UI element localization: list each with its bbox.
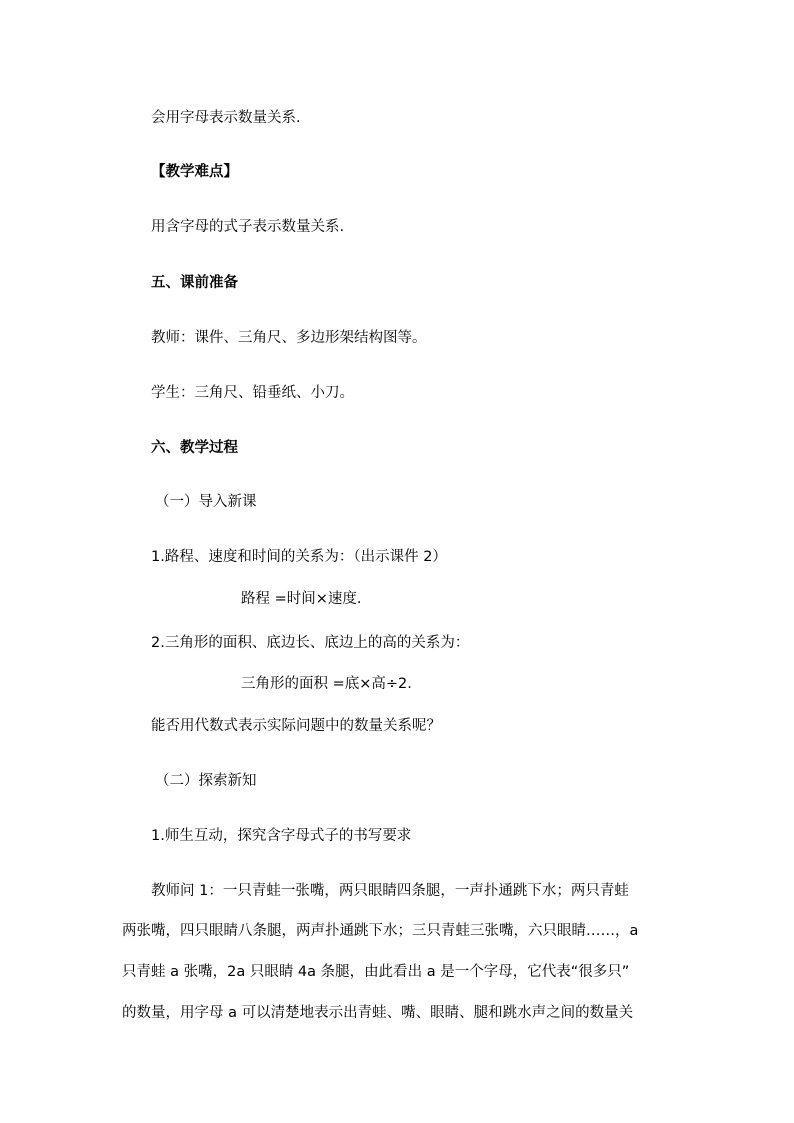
paragraph-objective: 会用字母表示数量关系. [151, 110, 301, 126]
subheading-introduction: （一）导入新课 [155, 494, 257, 510]
paragraph-difficulty: 用含字母的式子表示数量关系. [151, 219, 345, 235]
paragraph-frog-line-1: 教师问 1：一只青蛙一张嘴，两只眼睛四条腿，一声扑通跳下水；两只青蛙 [151, 883, 629, 899]
paragraph-teacher-materials: 教师：课件、三角尺、多边形架结构图等。 [151, 330, 427, 346]
paragraph-triangle-relation: 2.三角形的面积、底边长、底边上的高的关系为： [151, 635, 470, 651]
subheading-explore: （二）探索新知 [155, 773, 257, 789]
paragraph-interaction: 1.师生互动，探究含字母式子的书写要求 [151, 828, 412, 844]
paragraph-frog-line-4: 的数量，用字母 a 可以清楚地表示出青蛙、嘴、眼睛、腿和跳水声之间的数量关 [122, 1005, 634, 1021]
heading-preparation: 五、课前准备 [151, 275, 238, 291]
paragraph-frog-line-3: 只青蛙 a 张嘴，2a 只眼睛 4a 条腿，由此看出 a 是一个字母，它代表“很多只” [122, 964, 630, 980]
formula-triangle-area: 三角形的面积 =底×高÷2. [241, 676, 412, 692]
heading-teaching-process: 六、教学过程 [151, 440, 238, 456]
paragraph-question: 能否用代数式表示实际问题中的数量关系呢？ [151, 718, 441, 734]
paragraph-student-materials: 学生：三角尺、铅垂纸、小刀。 [151, 385, 354, 401]
paragraph-distance-relation: 1.路程、速度和时间的关系为：（出示课件 2） [151, 549, 447, 565]
formula-distance: 路程 =时间×速度. [241, 591, 362, 607]
heading-teaching-difficulty: 【教学难点】 [151, 164, 238, 180]
paragraph-frog-line-2: 两张嘴，四只眼睛八条腿，两声扑通跳下水；三只青蛙三张嘴，六只眼睛……，a [122, 923, 639, 939]
